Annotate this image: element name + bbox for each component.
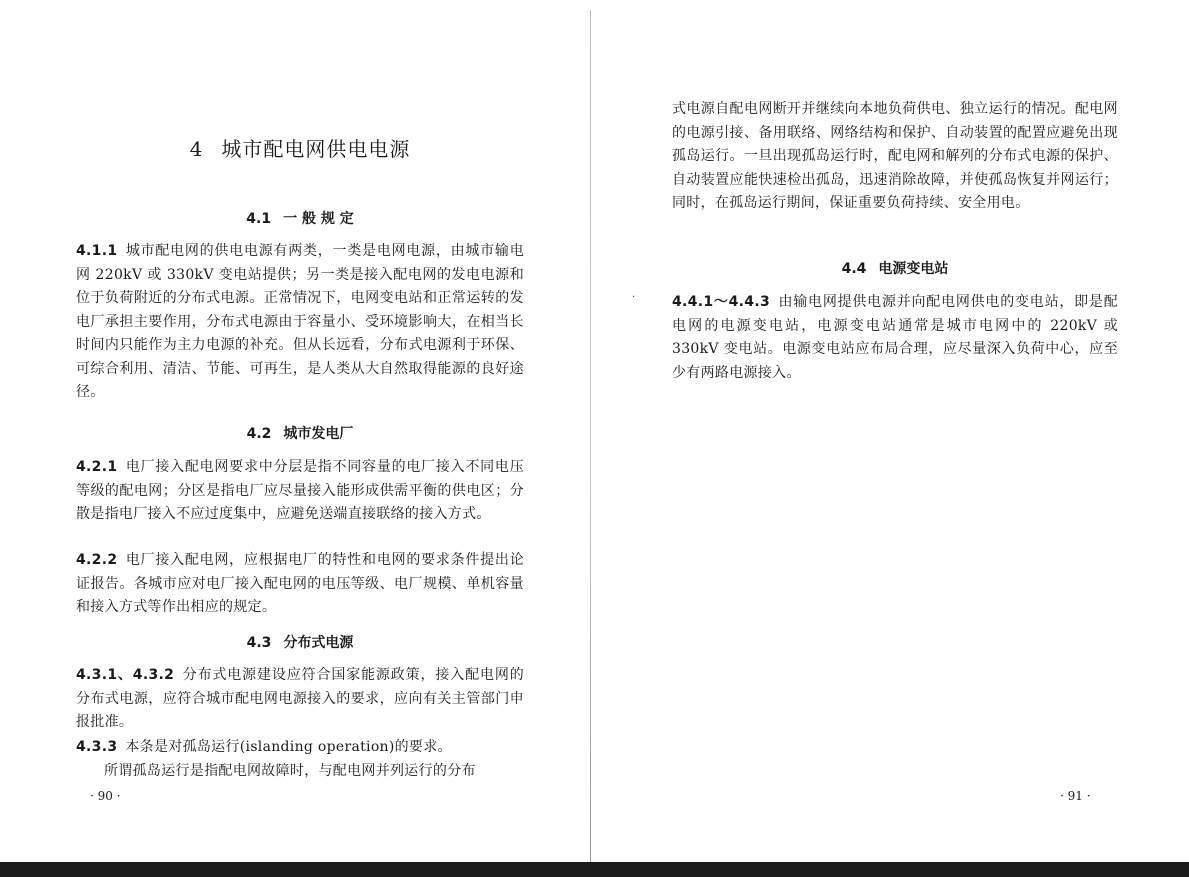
paragraph-4-3-1 bbox=[76, 664, 524, 735]
section-title-4-2 bbox=[76, 423, 524, 443]
page-number-right: · 91 · bbox=[1060, 789, 1091, 803]
section-title-text: 一 般 规 定 bbox=[283, 211, 354, 227]
paragraph-text: 电厂接入配电网要求中分层是指不同容量的电厂接入不同电压等级的配电网；分区是指电厂应尽量接入能形成供需平衡的供电区；分散是指电厂接入不应过度集中，应避免送端直接联络的接入方式。 bbox=[76, 459, 524, 522]
clause-number: 4.2.2 bbox=[76, 552, 118, 568]
paragraph-islanding bbox=[76, 760, 524, 784]
section-number: 4.4 bbox=[841, 261, 867, 277]
clause-number: 4.3.3 bbox=[76, 739, 118, 755]
paragraph-continuation bbox=[672, 98, 1118, 216]
paragraph-text: 本条是对孤岛运行(islanding operation)的要求。 bbox=[125, 739, 452, 755]
chapter-number: 4 bbox=[189, 137, 204, 161]
scan-edge-band bbox=[0, 862, 1189, 877]
section-title-4-3 bbox=[76, 632, 524, 652]
paragraph-4-3-3 bbox=[76, 736, 524, 760]
page-number-left: · 90 · bbox=[90, 789, 121, 803]
paragraph-text: 城市配电网的供电电源有两类，一类是电网电源，由城市输电网 220kV 或 330kV 变电站提供；另一类是接入配电网的发电电源和位于负荷附近的分布式电源。正常情况下，电网变电站和正常运转的发电厂承担主要作用，分布式电源由于容量小、受环境影响大，在相当长时间内只能作为主力电源的补充。但从长远看，分布式电源利于环保、可综合利用、清洁、节能、可再生，是人类从大自然取得能源的良好途径。 bbox=[76, 243, 524, 400]
paragraph-4-1-1 bbox=[76, 240, 524, 405]
paragraph-text: 电厂接入配电网，应根据电厂的特性和电网的要求条件提出论证报告。各城市应对电厂接入配电网的电压等级、电厂规模、单机容量和接入方式等作出相应的规定。 bbox=[76, 552, 524, 615]
scan-speck: · bbox=[632, 292, 636, 303]
paragraph-4-4-1 bbox=[672, 291, 1118, 385]
section-title-4-4 bbox=[672, 258, 1118, 278]
paragraph-text: 由输电网提供电源并向配电网供电的变电站，即是配电网的电源变电站，电源变电站通常是城市电网中的 220kV 或 330kV 变电站。电源变电站应布局合理，应尽量深入负荷中心，应至少有两路电源接入。 bbox=[672, 294, 1118, 381]
section-title-text: 城市发电厂 bbox=[283, 426, 354, 442]
section-number: 4.2 bbox=[246, 426, 272, 442]
paragraph-text: 所谓孤岛运行是指配电网故障时，与配电网并列运行的分布 bbox=[104, 763, 476, 779]
clause-number: 4.1.1 bbox=[76, 243, 118, 259]
clause-number: 4.4.1～4.4.3 bbox=[672, 294, 770, 310]
paragraph-4-2-1 bbox=[76, 456, 524, 527]
chapter-title-text: 城市配电网供电电源 bbox=[221, 137, 411, 161]
chapter-title bbox=[76, 133, 524, 162]
section-number: 4.3 bbox=[246, 635, 272, 651]
paragraph-4-2-2 bbox=[76, 549, 524, 620]
clause-number: 4.2.1 bbox=[76, 459, 118, 475]
clause-number: 4.3.1、4.3.2 bbox=[76, 667, 175, 683]
section-title-text: 电源变电站 bbox=[878, 261, 949, 277]
paragraph-text: 式电源自配电网断开并继续向本地负荷供电、独立运行的情况。配电网的电源引接、备用联络、网络结构和保护、自动装置的配置应避免出现孤岛运行。一旦出现孤岛运行时，配电网和解列的分布式电源的保护、自动装置应能快速检出孤岛，迅速消除故障，并使孤岛恢复并网运行；同时，在孤岛运行期间，保证重要负荷持续、安全用电。 bbox=[672, 101, 1118, 211]
section-number: 4.1 bbox=[246, 211, 272, 227]
section-title-text: 分布式电源 bbox=[283, 635, 354, 651]
section-title-4-1 bbox=[76, 208, 524, 228]
page-gutter bbox=[590, 10, 591, 870]
paragraph-text: 分布式电源建设应符合国家能源政策，接入配电网的分布式电源，应符合城市配电网电源接入的要求，应向有关主管部门申报批准。 bbox=[76, 667, 524, 730]
